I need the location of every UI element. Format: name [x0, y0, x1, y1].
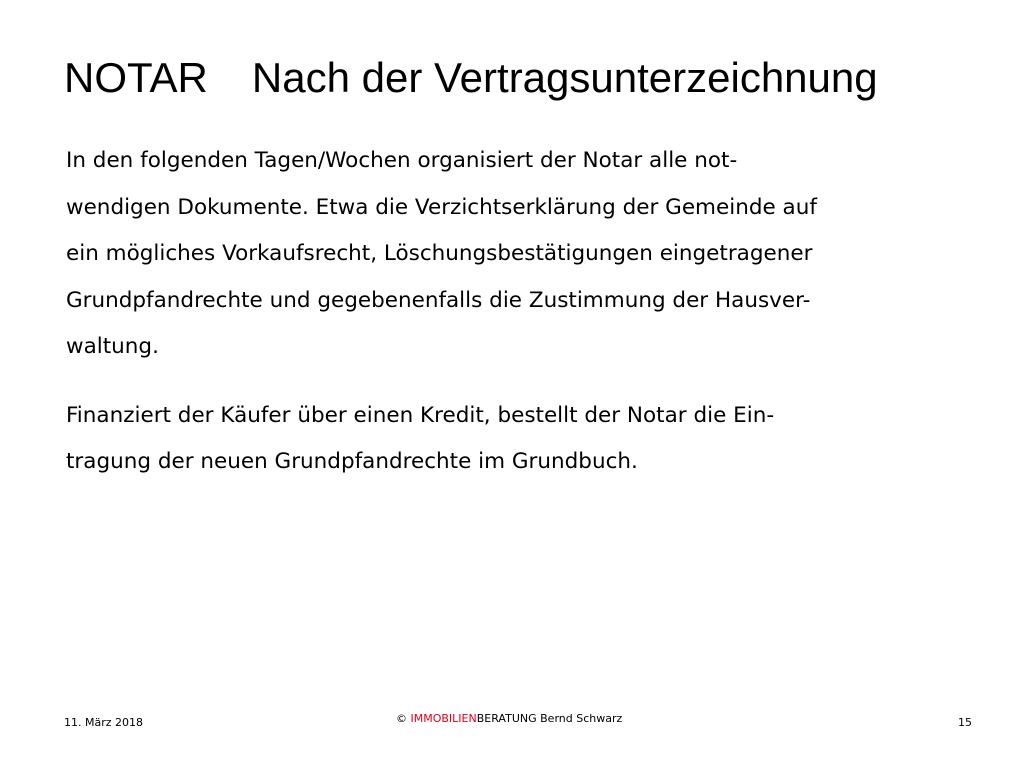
title-main: NOTAR — [64, 54, 208, 101]
body-paragraph-2: Finanziert der Käufer über einen Kredit, bestellt der Notar die Ein- tragung der neuen Grundpfandrechte im Grundbuch. — [66, 402, 775, 474]
slide-body — [66, 138, 986, 486]
brand-immobilien: IMMOBILIEN — [410, 712, 477, 725]
footer-author: Bernd Schwarz — [540, 712, 623, 725]
body-paragraph-1: In den folgenden Tagen/Wochen organisiert der Notar alle not- wendigen Dokumente. Etwa die Verzichtserklärung der Gemeinde auf ein mögliches Vorkaufsrecht, Löschungsbestätigungen eingetragener Grundpfandrechte und gegebenenfalls die Zustimmung der Hausver- waltung. — [66, 148, 817, 359]
copyright-symbol: © — [396, 712, 407, 725]
page-number: 15 — [958, 716, 972, 729]
footer-date: 11. März 2018 — [64, 716, 144, 729]
slide-title — [64, 52, 878, 104]
footer-copyright — [396, 712, 622, 726]
brand-beratung: BERATUNG — [476, 712, 537, 725]
title-sub: Nach der Vertragsunterzeichnung — [251, 54, 878, 101]
